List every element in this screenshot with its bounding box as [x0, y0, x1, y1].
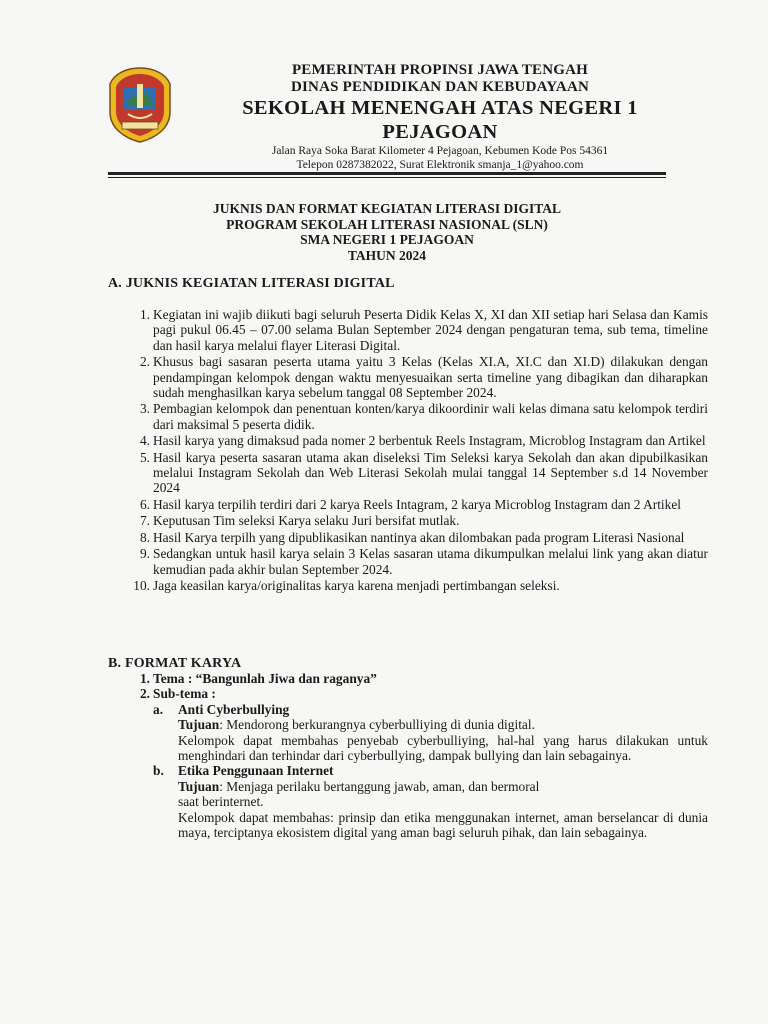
subtema-a-description: Kelompok dapat membahas penyebab cyberbulliying, hal-hal yang harus dilakukan untuk menghindari dan terhindar dari cyberbullying, dampak bullying dan lain sebagainya. — [178, 732, 708, 764]
letterhead-government: PEMERINTAH PROPINSI JAWA TENGAH — [291, 62, 589, 78]
list-item — [108, 433, 708, 448]
subtema-b-tujuan-cont: saat berinternet. — [178, 794, 264, 810]
subtema-a-letter: a. — [153, 701, 164, 717]
tujuan-text: : Mendorong berkurangnya cyberbulliying di dunia digital. — [219, 717, 535, 733]
list-number: 6. — [139, 496, 150, 512]
format-karya — [108, 671, 708, 840]
provincial-crest-logo — [104, 66, 176, 144]
subtema-b-title: Etika Penggunaan Internet — [178, 763, 334, 779]
subtema-b — [108, 763, 708, 840]
list-item — [108, 497, 708, 512]
title-line-4: TAHUN 2024 — [347, 247, 427, 263]
list-number: 8. — [139, 529, 150, 545]
list-text: Pembagian kelompok dan penentuan konten/karya dikoordinir wali kelas dimana satu kelompok terdiri dari maksimal 5 peserta didik. — [153, 401, 708, 432]
subtema-text: Sub-tema : — [153, 686, 216, 702]
subtema-b-description: Kelompok dapat membahas: prinsip dan etika menggunakan internet, aman berselancar di dunia maya, terciptanya ekosistem digital yang aman bagi seluruh pihak, dan lain sebagainya. — [178, 809, 708, 841]
section-a-list — [108, 307, 708, 594]
list-number: 1. — [139, 307, 150, 322]
subtema-a — [108, 702, 708, 764]
list-text: Hasil Karya terpilh yang dipublikasikan nantinya akan dilombakan pada program Literasi Nasional — [153, 529, 685, 545]
tema-row — [108, 671, 708, 686]
list-item — [108, 307, 708, 353]
tujuan-label: Tujuan — [178, 778, 220, 794]
subtema-a-title: Anti Cyberbullying — [178, 701, 290, 717]
title-line-1: JUKNIS DAN FORMAT KEGIATAN LITERASI DIGITAL — [213, 201, 561, 216]
list-item — [108, 578, 708, 593]
subtema-number: 2. — [139, 686, 150, 702]
list-number: 3. — [139, 401, 150, 417]
letterhead-rule-thick — [108, 172, 666, 175]
list-text: Khusus bagi sasaran peserta utama yaitu 3 Kelas (Kelas XI.A, XI.C dan XI.D) dilakukan dengan pendampingan kelompok dengan waktu menyesuaikan serta timeline yang dibagikan dan diharapkan sudah menghasilkan karya sebelum tanggal 08 September 2024. — [153, 354, 708, 401]
list-text: Sedangkan untuk hasil karya selain 3 Kelas sasaran utama dikumpulkan melalui link yang akan diatur kemudian pada akhir bulan September 2024. — [153, 546, 708, 577]
title-line-2: PROGRAM SEKOLAH LITERASI NASIONAL (SLN) — [226, 216, 548, 232]
list-item — [108, 530, 708, 545]
subtema-b-tujuan — [178, 779, 708, 794]
letterhead-school-location: PEJAGOAN — [382, 121, 498, 143]
letterhead-department: DINAS PENDIDIKAN DAN KEBUDAYAAN — [290, 79, 590, 95]
list-item — [108, 513, 708, 528]
list-item — [108, 354, 708, 400]
subtema-a-tujuan — [178, 717, 708, 732]
title-line-3: SMA NEGERI 1 PEJAGOAN — [300, 232, 474, 247]
tujuan-text: : Menjaga perilaku bertanggung jawab, aman, dan bermoral — [219, 778, 540, 794]
letterhead-school-name: SEKOLAH MENENGAH ATAS NEGERI 1 — [242, 97, 638, 119]
list-item — [108, 450, 708, 496]
list-text: Jaga keasilan karya/originalitas karya karena menjadi pertimbangan seleksi. — [153, 577, 560, 593]
letterhead-address: Jalan Raya Soka Barat Kilometer 4 Pejagoan, Kebumen Kode Pos 54361 — [271, 145, 609, 157]
tema-text: Tema : “Bangunlah Jiwa dan raganya” — [153, 671, 377, 686]
list-number: 2. — [139, 354, 150, 370]
list-number: 10. — [133, 577, 150, 593]
subtema-b-letter: b. — [153, 763, 164, 779]
list-number: 5. — [139, 449, 150, 465]
letterhead — [190, 62, 690, 172]
list-text: Hasil karya peserta sasaran utama akan diseleksi Tim Seleksi karya Sekolah dan akan dipubilkasikan melalui Instagram Sekolah dan Web Literasi Sekolah mulai tanggal 14 September s.d 14 November 2024 — [153, 449, 708, 496]
list-text: Kegiatan ini wajib diikuti bagi seluruh Peserta Didik Kelas X, XI dan XII setiap hari Selasa dan Kamis pagi pukul 06.45 – 07.00 selama Bulan September 2024 dengan pengaturan tema, sub tema, timeline dan hasil karya melalui flayer Literasi Digital. — [153, 307, 708, 353]
list-text: Keputusan Tim seleksi Karya selaku Juri bersifat mutlak. — [153, 513, 460, 529]
section-a-heading: A. JUKNIS KEGIATAN LITERASI DIGITAL — [108, 276, 395, 291]
tujuan-label: Tujuan — [178, 717, 220, 733]
subtema-row — [108, 686, 708, 701]
letterhead-rule-thin — [108, 177, 666, 178]
list-text: Hasil karya yang dimaksud pada nomer 2 berbentuk Reels Instagram, Microblog Instagram dan Artikel — [153, 433, 706, 449]
section-b-heading: B. FORMAT KARYA — [108, 656, 242, 671]
list-number: 4. — [139, 433, 150, 449]
letterhead-contact: Telepon 0287382022, Surat Elektronik smanja_1@yahoo.com — [296, 159, 584, 171]
list-item — [108, 401, 708, 432]
list-item — [108, 546, 708, 577]
list-number: 9. — [139, 546, 150, 562]
list-text: Hasil karya terpilih terdiri dari 2 karya Reels Intagram, 2 karya Microblog Instagram dan 2 Artikel — [153, 496, 682, 512]
document-title — [108, 201, 666, 263]
tema-number: 1. — [139, 671, 150, 686]
list-number: 7. — [139, 513, 150, 529]
